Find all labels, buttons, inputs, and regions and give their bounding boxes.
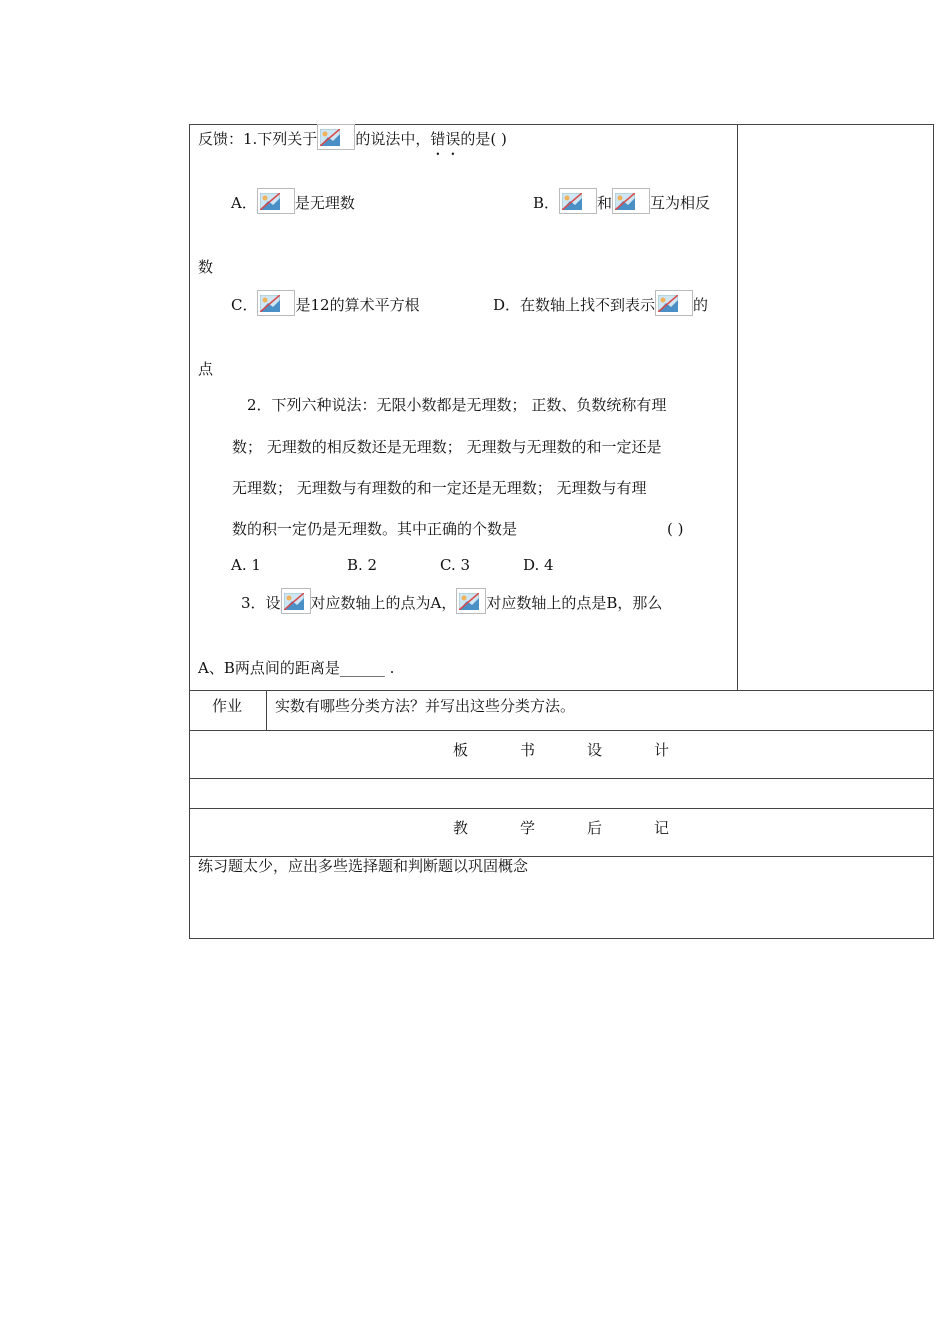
board-char-1: 板 bbox=[453, 741, 469, 759]
teaching-notes-text: 练习题太少，应出多些选择题和判断题以巩固概念 bbox=[198, 857, 529, 875]
option-c-label: C． bbox=[231, 296, 258, 314]
missing-image-icon bbox=[612, 188, 650, 214]
q3-prefix: 3．设 bbox=[241, 594, 281, 612]
question-2-answer-paren: ( ) bbox=[667, 520, 684, 538]
missing-image-icon bbox=[655, 290, 693, 316]
notes-char-1: 教 bbox=[453, 819, 469, 837]
option-b-label: B． bbox=[533, 194, 560, 212]
question-2-option-a: A. 1 bbox=[231, 556, 261, 574]
option-a-text: 是无理数 bbox=[294, 194, 355, 212]
missing-image-icon bbox=[559, 188, 597, 214]
notes-char-3: 后 bbox=[587, 819, 603, 837]
notes-char-2: 学 bbox=[520, 819, 536, 837]
board-design-content-cell bbox=[189, 778, 934, 809]
question-1 bbox=[198, 129, 507, 150]
option-b-wrap: 数 bbox=[198, 258, 214, 276]
option-d-text: 的 bbox=[693, 296, 709, 314]
q1-suffix-b: 的是( ) bbox=[460, 130, 507, 148]
homework-text: 实数有哪些分类方法？并写出这些分类方法。 bbox=[275, 697, 576, 715]
q1-prefix: 反馈：1.下列关于 bbox=[198, 130, 318, 148]
question-2-option-d: D. 4 bbox=[523, 556, 554, 574]
option-a-label: A． bbox=[231, 194, 257, 212]
missing-image-icon bbox=[257, 290, 295, 316]
option-b bbox=[533, 193, 710, 214]
option-b-and: 和 bbox=[597, 194, 613, 212]
question-2-line-4: 数的积一定仍是无理数。其中正确的个数是 bbox=[232, 520, 518, 538]
option-b-text: 互为相反 bbox=[650, 194, 711, 212]
option-c-text: 是12的算术平方根 bbox=[295, 296, 420, 314]
board-char-3: 设 bbox=[587, 741, 603, 759]
question-2-option-b: B. 2 bbox=[347, 556, 378, 574]
notes-char-4: 记 bbox=[654, 819, 670, 837]
option-d-label: D．在数轴上找不到表示 bbox=[493, 296, 656, 314]
question-2-line-2: 数； 无理数的相反数还是无理数； 无理数与无理数的和一定还是 bbox=[232, 438, 662, 456]
q1-emph-1: 错 bbox=[430, 130, 446, 148]
option-d-wrap: 点 bbox=[198, 360, 214, 378]
homework-label: 作业 bbox=[212, 697, 243, 715]
question-3 bbox=[241, 593, 662, 614]
question-3-line-2: A、B两点间的距离是______ . bbox=[198, 659, 395, 677]
option-a bbox=[231, 193, 355, 214]
question-2-line-3: 无理数； 无理数与有理数的和一定还是无理数； 无理数与有理 bbox=[232, 479, 647, 497]
q1-emph-2: 误 bbox=[445, 130, 461, 148]
option-c bbox=[231, 295, 420, 316]
missing-image-icon bbox=[257, 188, 295, 214]
q3-mid: 对应数轴上的点为A， bbox=[310, 594, 457, 612]
question-2-line-1: 2．下列六种说法：无限小数都是无理数； 正数、负数统称有理 bbox=[247, 396, 667, 414]
board-design-title bbox=[453, 740, 721, 760]
remarks-cell bbox=[737, 124, 934, 691]
teaching-notes-title bbox=[453, 818, 721, 838]
q3-suffix: 对应数轴上的点是B，那么 bbox=[486, 594, 663, 612]
missing-image-icon bbox=[456, 588, 486, 614]
question-2-option-c: C. 3 bbox=[440, 556, 471, 574]
missing-image-icon bbox=[281, 588, 311, 614]
option-d bbox=[493, 295, 708, 316]
board-char-2: 书 bbox=[520, 741, 536, 759]
missing-image-icon bbox=[317, 124, 355, 150]
lesson-plan-table bbox=[189, 124, 934, 939]
board-char-4: 计 bbox=[654, 741, 670, 759]
q1-suffix-a: 的说法中， bbox=[355, 130, 431, 148]
